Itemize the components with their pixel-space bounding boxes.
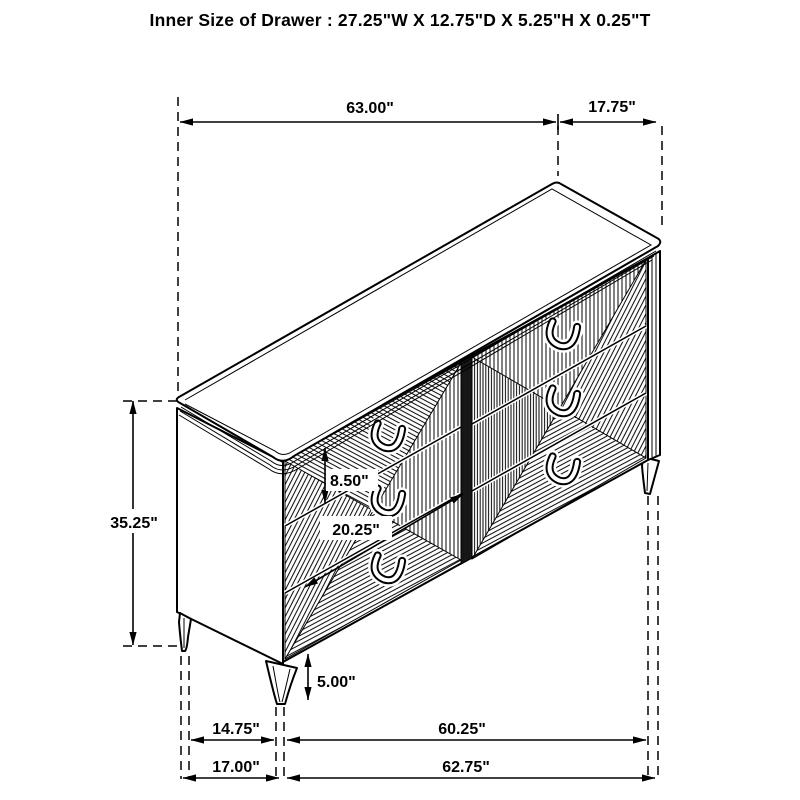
dim-overall-depth (183, 759, 279, 778)
dim-label-base-length: 62.75" (442, 759, 490, 776)
front-left-leg (266, 661, 297, 704)
back-left-leg (179, 613, 191, 651)
dresser-drawing (177, 183, 661, 705)
dim-label-top-drawer-height: 8.50" (330, 473, 369, 490)
dim-base-length (287, 759, 655, 778)
dim-top-length (180, 100, 556, 122)
dim-top-depth (558, 99, 656, 130)
dim-leg-height (308, 654, 361, 700)
dim-label-leg-span-depth: 14.75" (212, 721, 260, 738)
right-side-strip (648, 251, 660, 460)
dim-overall-height (104, 401, 164, 645)
column-divider (461, 356, 472, 564)
dim-label-overall-depth: 17.00" (212, 759, 260, 776)
dim-label-top-depth: 17.75" (588, 99, 636, 116)
dim-label-leg-height: 5.00" (317, 674, 356, 691)
dim-leg-span-depth (191, 721, 274, 740)
dim-label-drawer-front-width: 20.25" (332, 522, 380, 539)
diagram-title: Inner Size of Drawer : 27.25"W X 12.75"D X 5.25"H X 0.25"T (149, 10, 651, 30)
dim-label-top-length: 63.00" (346, 100, 394, 117)
dim-label-leg-span-length: 60.25" (438, 721, 486, 738)
dim-label-overall-height: 35.25" (110, 515, 158, 532)
dim-leg-span-length (287, 721, 646, 740)
